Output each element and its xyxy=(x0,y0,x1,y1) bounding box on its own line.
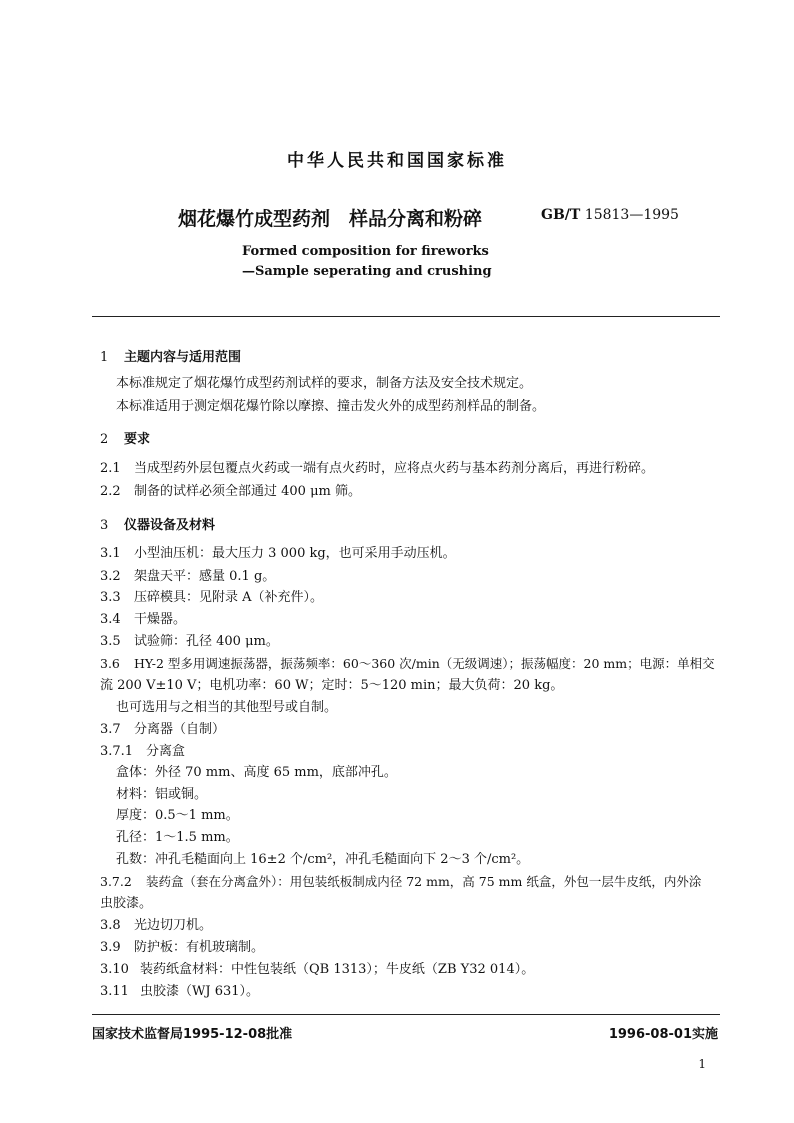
clause-text: 装药盒（套在分离盒外）：用包装纸板制成内径 72 mm，高 75 mm 纸盒，外包一层牛皮纸，内外涂 xyxy=(146,874,702,889)
header-divider xyxy=(92,316,720,317)
clause-text: 制备的试样必须全部通过 400 μm 筛。 xyxy=(134,484,361,499)
document-title: 烟花爆竹成型药剂 样品分离和粉碎 xyxy=(178,208,483,230)
paragraph: 孔径：1～1.5 mm。 xyxy=(116,830,239,845)
clause-text: 分离盒 xyxy=(146,744,186,759)
paragraph: 孔数：冲孔毛糙面向上 16±2 个/cm²，冲孔毛糙面向下 2～3 个/cm²。 xyxy=(116,852,530,867)
clause xyxy=(100,720,225,740)
clause-number: 3.8 xyxy=(100,918,121,933)
clause-number: 3.7.2 xyxy=(100,874,132,889)
paragraph: 也可选用与之相当的其他型号或自制。 xyxy=(116,700,338,715)
section-heading-3 xyxy=(100,514,215,533)
clause-number: 3.9 xyxy=(100,940,121,955)
footer-divider xyxy=(92,1014,720,1015)
clause-number: 3.7.1 xyxy=(100,744,134,759)
section-title: 仪器设备及材料 xyxy=(124,518,216,533)
clause-number: 3.11 xyxy=(100,984,129,999)
clause-number: 3.2 xyxy=(100,569,121,584)
clause-text: 防护板：有机玻璃制。 xyxy=(134,940,265,955)
clause xyxy=(100,742,185,762)
clause xyxy=(100,567,275,587)
clause-text: 试验筛：孔径 400 μm。 xyxy=(134,634,279,649)
paragraph: 本标准适用于测定烟花爆竹除以摩擦、撞击发火外的成型药剂样品的制备。 xyxy=(116,399,546,414)
section-number: 1 xyxy=(100,350,109,365)
clause-number: 3.10 xyxy=(100,962,129,977)
clause-number: 2.1 xyxy=(100,461,121,476)
section-number: 2 xyxy=(100,432,109,447)
clause xyxy=(100,459,654,479)
national-standard-title: 中华人民共和国国家标准 xyxy=(287,151,507,171)
clause-text: 虫胶漆（WJ 631）。 xyxy=(140,984,260,999)
clause-number: 3.4 xyxy=(100,612,121,627)
clause-text: HY-2 型多用调速振荡器，振荡频率：60～360 次/min（无级调速）；振荡幅度：20 mm；电源：单相交 xyxy=(134,656,715,671)
implementation-date: 1996-08-01实施 xyxy=(608,1027,718,1042)
paragraph: 本标准规定了烟花爆竹成型药剂试样的要求，制备方法及安全技术规定。 xyxy=(116,376,533,391)
clause-number: 3.1 xyxy=(100,546,121,561)
standard-code xyxy=(541,207,679,223)
clause-number: 3.6 xyxy=(100,656,120,671)
section-number: 3 xyxy=(100,518,109,533)
paragraph: 厚度：0.5～1 mm。 xyxy=(116,808,239,823)
clause xyxy=(100,982,259,1002)
clause xyxy=(100,588,323,608)
section-title: 要求 xyxy=(124,432,151,447)
clause-text: 分离器（自制） xyxy=(134,722,226,737)
clause xyxy=(100,654,715,674)
paragraph: 盒体：外径 70 mm、高度 65 mm，底部冲孔。 xyxy=(116,765,397,780)
standard-number: 15813—1995 xyxy=(584,207,679,223)
clause-continuation: 流 200 V±10 V；电机功率：60 W；定时：5～120 min；最大负荷：20 kg。 xyxy=(100,678,564,693)
clause-number: 3.3 xyxy=(100,590,121,605)
clause-continuation: 虫胶漆。 xyxy=(100,896,153,911)
clause-text: 光边切刀机。 xyxy=(134,918,213,933)
clause xyxy=(100,632,279,652)
section-heading-2 xyxy=(100,428,150,447)
clause xyxy=(100,960,534,980)
clause xyxy=(100,482,361,502)
section-heading-1 xyxy=(100,346,241,365)
clause-text: 小型油压机：最大压力 3 000 kg，也可采用手动压机。 xyxy=(134,546,456,561)
page-number: 1 xyxy=(698,1057,706,1071)
clause-text: 压碎模具：见附录 A（补充件）。 xyxy=(134,590,324,605)
paragraph: 材料：铝或铜。 xyxy=(116,787,208,802)
clause xyxy=(100,872,701,892)
clause xyxy=(100,544,456,564)
clause xyxy=(100,938,264,958)
clause-text: 装药纸盒材料：中性包装纸（QB 1313）；牛皮纸（ZB Y32 014）。 xyxy=(140,962,535,977)
clause-text: 干燥器。 xyxy=(134,612,187,627)
clause xyxy=(100,916,212,936)
english-title-line-1: Formed composition for fireworks xyxy=(242,244,489,259)
clause xyxy=(100,610,186,630)
clause-text: 当成型药外层包覆点火药或一端有点火药时，应将点火药与基本药剂分离后，再进行粉碎。 xyxy=(134,461,655,476)
clause-text: 架盘天平：感量 0.1 g。 xyxy=(134,569,276,584)
section-title: 主题内容与适用范围 xyxy=(124,350,242,365)
approval-date: 国家技术监督局1995-12-08批准 xyxy=(92,1027,293,1042)
clause-number: 2.2 xyxy=(100,484,121,499)
english-title-line-2: —Sample seperating and crushing xyxy=(242,264,492,279)
standard-prefix: GB/T xyxy=(541,207,581,223)
clause-number: 3.7 xyxy=(100,722,121,737)
clause-number: 3.5 xyxy=(100,634,121,649)
